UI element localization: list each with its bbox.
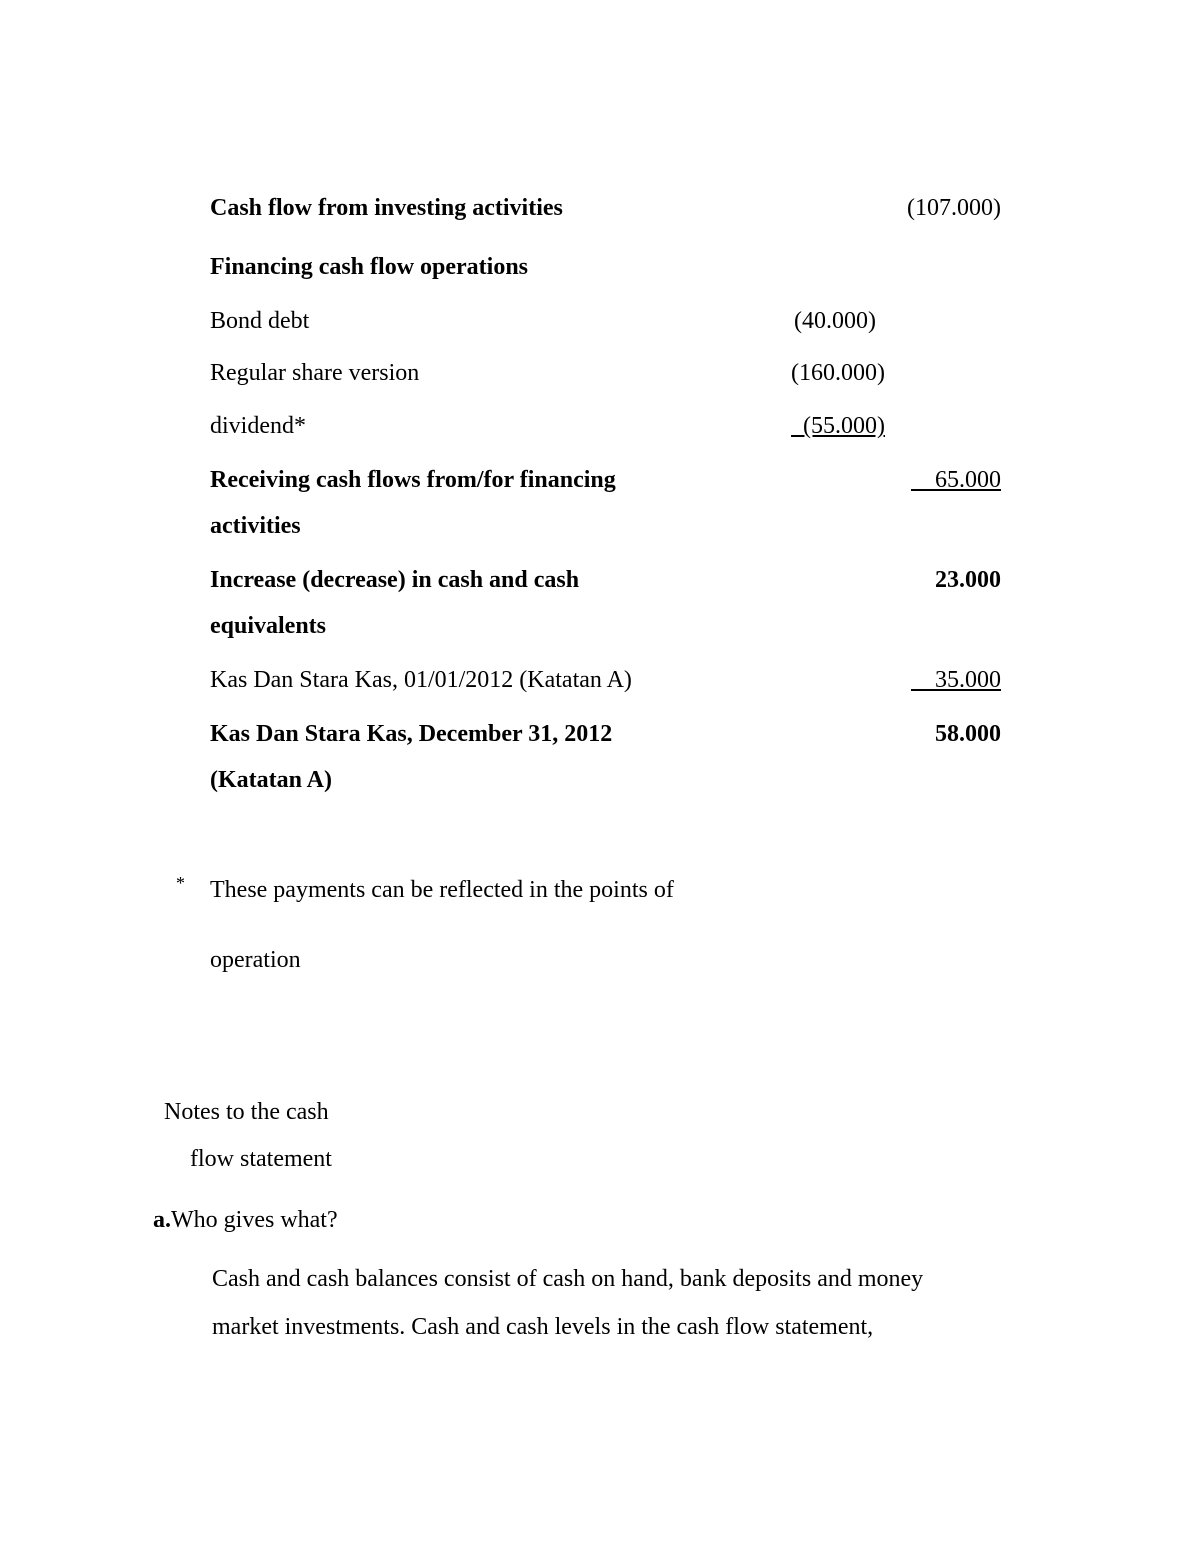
financing-total-label-line1: Receiving cash flows from/for financing [210, 467, 616, 493]
financing-section-heading: Financing cash flow operations [210, 254, 529, 280]
financing-total-amount: 65.000 [911, 467, 1001, 493]
financing-item-amount: (160.000) [791, 360, 885, 386]
opening-balance-label: Kas Dan Stara Kas, 01/01/2012 (Katatan A) [210, 667, 632, 693]
notes-heading-line2: flow statement [190, 1146, 332, 1172]
financing-item-label: Bond debt [210, 308, 310, 334]
closing-balance-label-line2: (Katatan A) [210, 767, 332, 793]
net-change-label-line1: Increase (decrease) in cash and cash [210, 567, 580, 593]
investing-activities-label: Cash flow from investing activities [210, 195, 563, 221]
section-a-marker: a. [153, 1207, 171, 1233]
investing-activities-total: (107.000) [907, 195, 1001, 221]
financing-item-label: Regular share version [210, 360, 420, 386]
footnote-text-line2: operation [210, 947, 301, 973]
section-a-title: Who gives what? [171, 1207, 338, 1233]
section-a-paragraph-line2: market investments. Cash and cash levels in the cash flow statement, [212, 1314, 874, 1340]
section-a-paragraph-line1: Cash and cash balances consist of cash on hand, bank deposits and money [212, 1266, 924, 1292]
net-change-amount: 23.000 [935, 567, 1001, 593]
notes-heading-line1: Notes to the cash [164, 1099, 329, 1125]
financing-item-amount: (40.000) [794, 308, 876, 334]
opening-balance-amount: 35.000 [911, 667, 1001, 693]
financing-total-label-line2: activities [210, 513, 301, 539]
footnote-marker: * [176, 873, 185, 893]
net-change-label-line2: equivalents [210, 613, 327, 639]
closing-balance-amount: 58.000 [935, 721, 1001, 747]
footnote-text-line1: These payments can be reflected in the points of [210, 877, 674, 903]
financing-item-label: dividend* [210, 413, 306, 439]
section-a-heading [153, 1208, 338, 1232]
closing-balance-label-line1: Kas Dan Stara Kas, December 31, 2012 [210, 721, 613, 747]
financing-item-amount: (55.000) [791, 413, 885, 439]
